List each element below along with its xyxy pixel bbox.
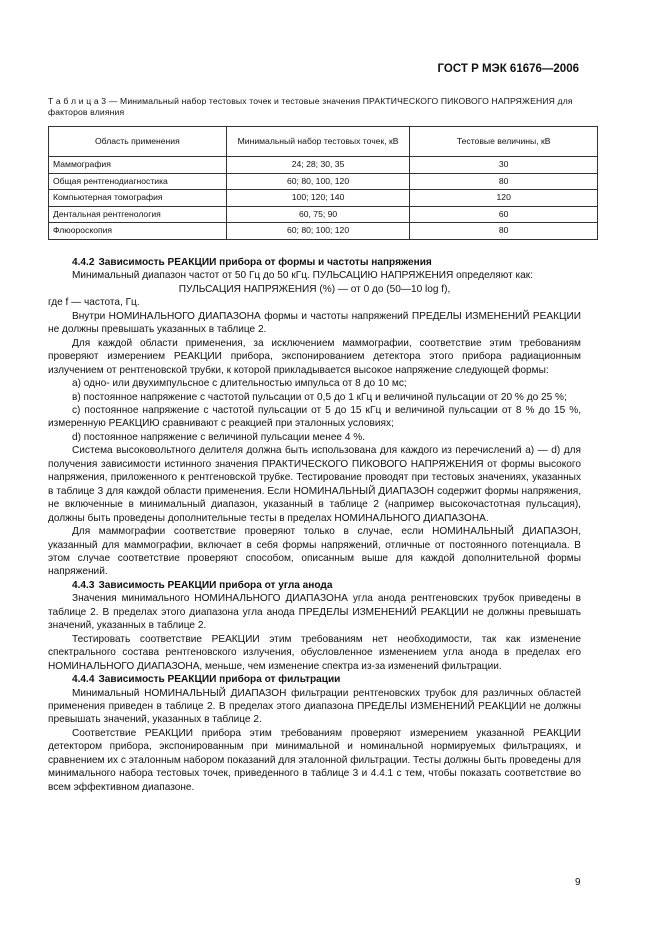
section-title: Зависимость РЕАКЦИИ прибора от фильтрации xyxy=(98,674,341,686)
table-header-row xyxy=(49,127,598,157)
paragraph: Тестировать соответствие РЕАКЦИИ этим требованиям нет необходимости, так как изменение спектрального состава рентгеновского излучения, обусловленное изменением угла анода в пределах его НОМИНАЛЬНОГО ДИАПАЗОНА, меньше, чем изменение спектра из-за изменений фильтрации. xyxy=(48,633,581,672)
table-cell: 30 xyxy=(410,157,598,174)
table-3 xyxy=(48,126,598,240)
table-cell: 60; 80, 100, 120 xyxy=(226,173,410,190)
section-number: 4.4.3 xyxy=(72,579,95,591)
formula-where: где f — частота, Гц. xyxy=(48,297,140,309)
table-row xyxy=(49,206,598,223)
paragraph: Для маммографии соответствие проверяют только в случае, если НОМИНАЛЬНЫЙ ДИАПАЗОН, указанный для маммографии, включает в себя формы напряжений, отличные от постоянного потенциала. В этом случае соответствие проверяют способом, описанным выше для каждой дополнительной формы напряжений. xyxy=(48,526,581,578)
table-cell: Общая рентгенодиагностика xyxy=(49,173,227,190)
list-item: с) постоянное напряжение с частотой пульсации от 5 до 15 кГц и величиной пульсации от 8 % до 15 %, измеренную РЕАКЦИЮ сравнивают с реакцией при эталонных условиях; xyxy=(48,404,581,430)
paragraph: Минимальный диапазон частот от 50 Гц до 50 кГц. ПУЛЬСАЦИЮ НАПРЯЖЕНИЯ определяют как: xyxy=(72,270,533,282)
section-heading-4-4-4 xyxy=(48,673,581,686)
table-row xyxy=(49,173,598,190)
body-text xyxy=(48,256,581,794)
page-number: 9 xyxy=(575,877,581,888)
section-number: 4.4.2 xyxy=(72,257,95,268)
formula: ПУЛЬСАЦИЯ НАПРЯЖЕНИЯ (%) — от 0 до (50—10 log f), xyxy=(178,283,451,295)
table-cell: 80 xyxy=(410,173,598,190)
list-item: d) постоянное напряжение с величиной пульсации менее 4 %. xyxy=(72,431,366,443)
paragraph: Минимальный НОМИНАЛЬНЫЙ ДИАПАЗОН фильтрации рентгеновских трубок для различных областей применения приведен в таблице 2. В пределах этого диапазона ПРЕДЕЛЫ ИЗМЕНЕНИЙ РЕАКЦИИ не должны превышать значений, указанных в таблице 2. xyxy=(48,687,581,726)
table-cell: 24; 28; 30, 35 xyxy=(226,157,410,174)
table-header-cell: Область применения xyxy=(49,127,227,157)
paragraph: Для каждой области применения, за исключением маммографии, соответствие этим требованиям проверяют измерением РЕАКЦИИ прибора, экспонированием детектора этого прибора радиационным излучением от рентгеновской трубки, к которой прикладывается высокое напряжение следующей формы: xyxy=(48,337,581,376)
table-caption: Т а б л и ц а 3 — Минимальный набор тестовых точек и тестовые значения ПРАКТИЧЕСКОГО ПИКОВОГО НАПРЯЖЕНИЯ для факторов влияния xyxy=(48,96,573,117)
table-cell: Компьютерная томография xyxy=(49,190,227,207)
list-item: а) одно- или двухимпульсное с длительностью импульса от 8 до 10 мс; xyxy=(72,378,407,390)
paragraph: Система высоковольтного делителя должна быть использована для каждого из перечислений а) — d) для получения зависимости истинного значения ПРАКТИЧЕСКОГО ПИКОВОГО НАПРЯЖЕНИЯ от формы высокого напряжения, приложенного к рентгеновской трубке. Тестирование проводят при тестовых значениях, указанных в таблице 3 для каждой области применения. Если НОМИНАЛЬНЫЙ ДИАПАЗОН содержит формы напряжения, не включенные в минимальный диапазон, указанный в таблице 2 (например высокочастотная пульсация), должны быть проведены дополнительные тесты в пределах НОМИНАЛЬНОГО ДИАПАЗОНА. xyxy=(48,445,581,524)
table-cell: 60, 75; 90 xyxy=(226,206,410,223)
table-cell: Маммография xyxy=(49,157,227,174)
section-heading-4-4-2 xyxy=(48,256,581,269)
paragraph: Значения минимального НОМИНАЛЬНОГО ДИАПАЗОНА угла анода рентгеновских трубок приведены в таблице 2. В пределах этого диапазона угла анода ПРЕДЕЛЫ ИЗМЕНЕНИЙ РЕАКЦИИ не должны превышать значений, указанных в таблице 2. xyxy=(48,593,581,632)
paragraph: Соответствие РЕАКЦИИ прибора этим требованиям проверяют измерением указанной РЕАКЦИИ детектором прибора, экспонированным при минимальной и номинальной нормируемых фильтрациях, и сравнением их с эталонным набором показаний для эталонной фильтрации. Тесты должны быть проведены для минимального набора тестовых точек, приведенного в таблице 3 и 4.4.1 с тем, чтобы показать соответствие во всем эффективном диапазоне. xyxy=(48,727,581,793)
table-row xyxy=(49,223,598,240)
section-title: Зависимость РЕАКЦИИ прибора от формы и частоты напряжения xyxy=(98,257,432,268)
table-header-cell: Тестовые величины, кВ xyxy=(410,127,598,157)
list-item: в) постоянное напряжение с частотой пульсации от 0,5 до 1 кГц и величиной пульсации от 20 % до 25 %; xyxy=(72,391,567,403)
table-cell: 120 xyxy=(410,190,598,207)
table-row xyxy=(49,157,598,174)
table-cell: 60 xyxy=(410,206,598,223)
table-row xyxy=(49,190,598,207)
table-cell: 100; 120; 140 xyxy=(226,190,410,207)
section-heading-4-4-3 xyxy=(48,579,581,592)
section-number: 4.4.4 xyxy=(72,674,95,686)
paragraph: Внутри НОМИНАЛЬНОГО ДИАПАЗОНА формы и частоты напряжений ПРЕДЕЛЫ ИЗМЕНЕНИЙ РЕАКЦИИ не должны превышать указанных в таблице 2. xyxy=(48,310,581,336)
table-cell: Дентальная рентгенология xyxy=(49,206,227,223)
table-cell: 60; 80; 100; 120 xyxy=(226,223,410,240)
table-cell: 80 xyxy=(410,223,598,240)
table-header-cell: Минимальный набор тестовых точек, кВ xyxy=(226,127,410,157)
document-header: ГОСТ Р МЭК 61676—2006 xyxy=(437,63,579,75)
table-cell: Флюороскопия xyxy=(49,223,227,240)
section-title: Зависимость РЕАКЦИИ прибора от угла анода xyxy=(98,579,333,591)
